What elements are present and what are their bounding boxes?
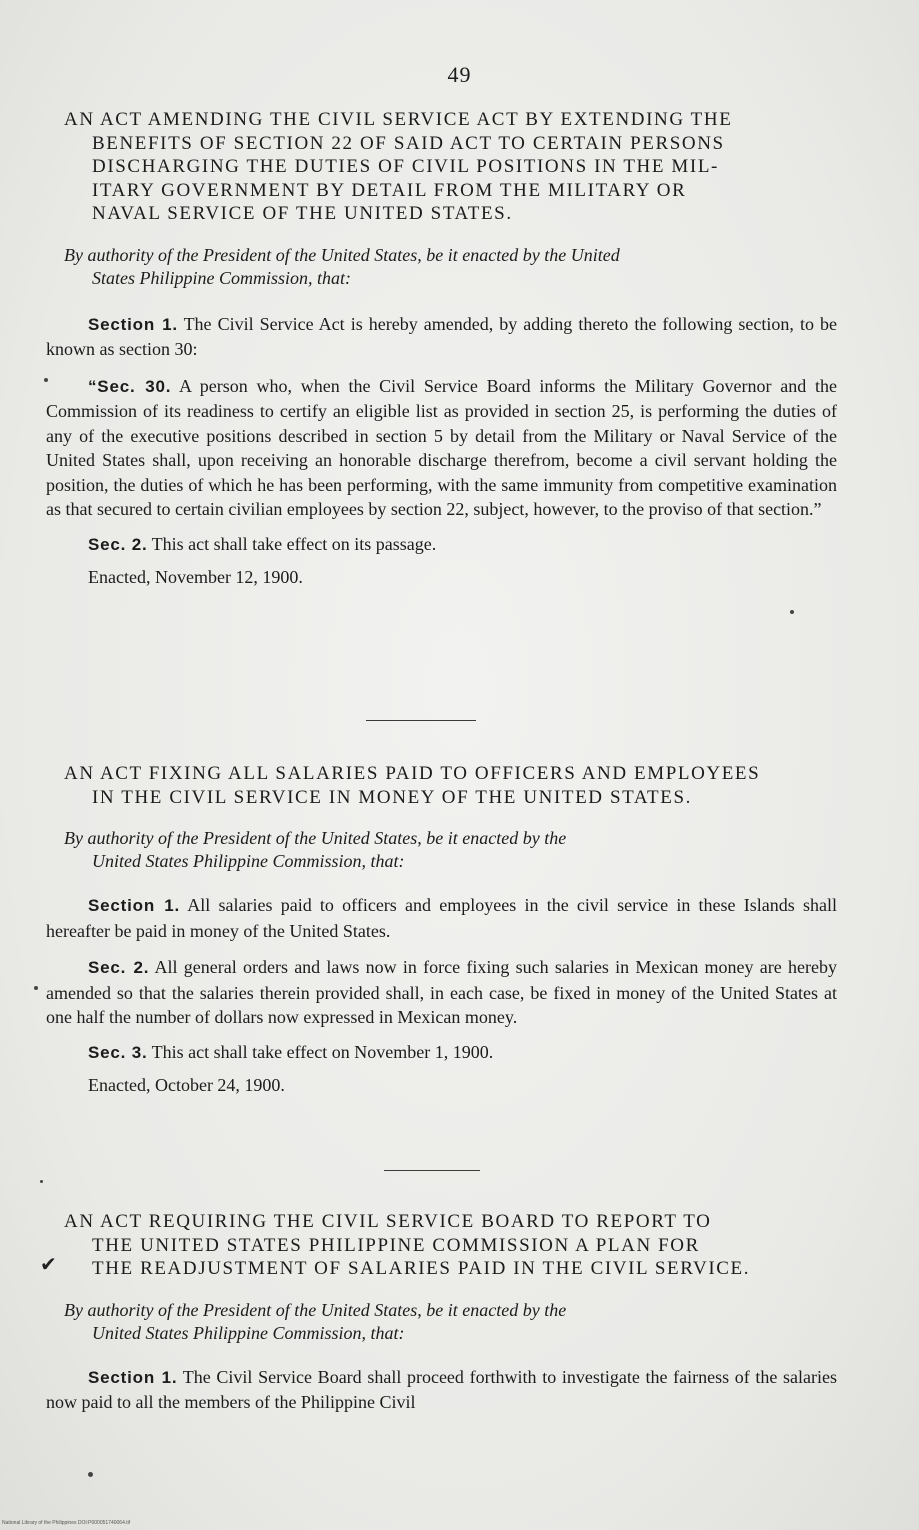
section-paragraph [0, 532, 919, 558]
ink-speck [34, 986, 38, 990]
section-text: This act shall take effect on its passage. [151, 533, 437, 554]
act-3 [0, 1210, 919, 1415]
act-title-line: AN ACT REQUIRING THE CIVIL SERVICE BOARD TO REPORT TO [64, 1211, 712, 1232]
ink-speck [44, 378, 48, 382]
section-label: Section 1. [88, 314, 178, 334]
enacting-line: United States Philippine Commission, that: [92, 851, 405, 871]
act-2 [0, 762, 919, 1098]
enacting-line: By authority of the President of the United States, be it enacted by the [64, 828, 567, 848]
act-title-line: ITARY GOVERNMENT BY DETAIL FROM THE MILITARY OR [92, 179, 687, 201]
section-text: The Civil Service Board shall proceed forthwith to investigate the fairness of the salaries now paid to all the members of the Philippine Civil [46, 1366, 837, 1412]
page-number: 49 [447, 62, 472, 87]
act-title-line: IN THE CIVIL SERVICE IN MONEY OF THE UNITED STATES. [92, 786, 692, 808]
section-paragraph [0, 955, 919, 1030]
section-label: “Sec. 30. [88, 376, 172, 396]
act-title-line: AN ACT AMENDING THE CIVIL SERVICE ACT BY EXTENDING THE [64, 109, 733, 130]
act-title-line: AN ACT FIXING ALL SALARIES PAID TO OFFICERS AND EMPLOYEES [64, 763, 761, 784]
scan-footer: National Library of the Philippines DOI:P000051740064.tif [2, 1520, 131, 1526]
act-title-line: BENEFITS OF SECTION 22 OF SAID ACT TO CERTAIN PERSONS [92, 132, 725, 154]
section-label: Sec. 3. [88, 1042, 148, 1062]
ink-speck [40, 1180, 43, 1183]
section-divider [366, 720, 476, 721]
pen-check-mark: ✔ [40, 1254, 57, 1276]
act-title-line: THE UNITED STATES PHILIPPINE COMMISSION A PLAN FOR [92, 1234, 700, 1256]
section-label: Section 1. [88, 896, 181, 915]
section-label: Sec. 2. [88, 958, 150, 977]
enacting-line: By authority of the President of the United States, be it enacted by the [64, 1299, 567, 1320]
act-title [0, 108, 919, 226]
enacted-date: Enacted, November 12, 1900. [88, 567, 303, 587]
section-divider [384, 1170, 480, 1171]
section-paragraph [0, 374, 919, 522]
act-title-line: NAVAL SERVICE OF THE UNITED STATES. [92, 203, 513, 224]
ink-speck [88, 1472, 93, 1477]
section-paragraph [0, 312, 919, 362]
act-title [0, 762, 919, 809]
enacting-clause [0, 1299, 919, 1345]
act-1 [0, 108, 919, 590]
section-text: This act shall take effect on November 1, 1900. [151, 1041, 494, 1062]
act-title [0, 1210, 919, 1281]
enacted-date: Enacted, October 24, 1900. [88, 1075, 285, 1095]
section-paragraph [0, 1365, 919, 1415]
section-label: Sec. 2. [88, 534, 148, 554]
enacting-clause [0, 827, 919, 873]
section-paragraph [0, 1040, 919, 1066]
act-title-line: DISCHARGING THE DUTIES OF CIVIL POSITIONS IN THE MIL- [92, 156, 719, 177]
section-text: A person who, when the Civil Service Board informs the Military Governor and the Commission of its readiness to certify an eligible list as provided in section 25, is performing the duties of any of the executive positions described in section 5 by detail from the Military or Naval Service of the United States shall, upon receiving an honorable discharge therefrom, become a civil servant holding the position, the duties of which he has been performing, with the same immunity from competitive examination as that secured to certain civilian employees by section 22, subject, however, to the proviso of that section.” [46, 375, 837, 519]
section-paragraph [0, 893, 919, 943]
section-text: The Civil Service Act is hereby amended, by adding thereto the following section, to be known as section 30: [46, 313, 837, 359]
enacting-clause [0, 244, 919, 290]
section-text: All salaries paid to officers and employees in the civil service in these Islands shall hereafter be paid in money of the United States. [46, 895, 837, 941]
section-text: All general orders and laws now in force fixing such salaries in Mexican money are hereby amended so that the salaries therein provided shall, in each case, be fixed in money of the United States at one half the number of dollars now expressed in Mexican money. [46, 957, 837, 1027]
enacting-line: States Philippine Commission, that: [92, 267, 351, 288]
ink-speck [790, 610, 794, 614]
section-label: Section 1. [88, 1367, 178, 1387]
enacting-line: By authority of the President of the United States, be it enacted by the United [64, 244, 620, 265]
act-title-line: THE READJUSTMENT OF SALARIES PAID IN THE CIVIL SERVICE. [92, 1258, 751, 1279]
enacting-line: United States Philippine Commission, that: [92, 1322, 405, 1343]
